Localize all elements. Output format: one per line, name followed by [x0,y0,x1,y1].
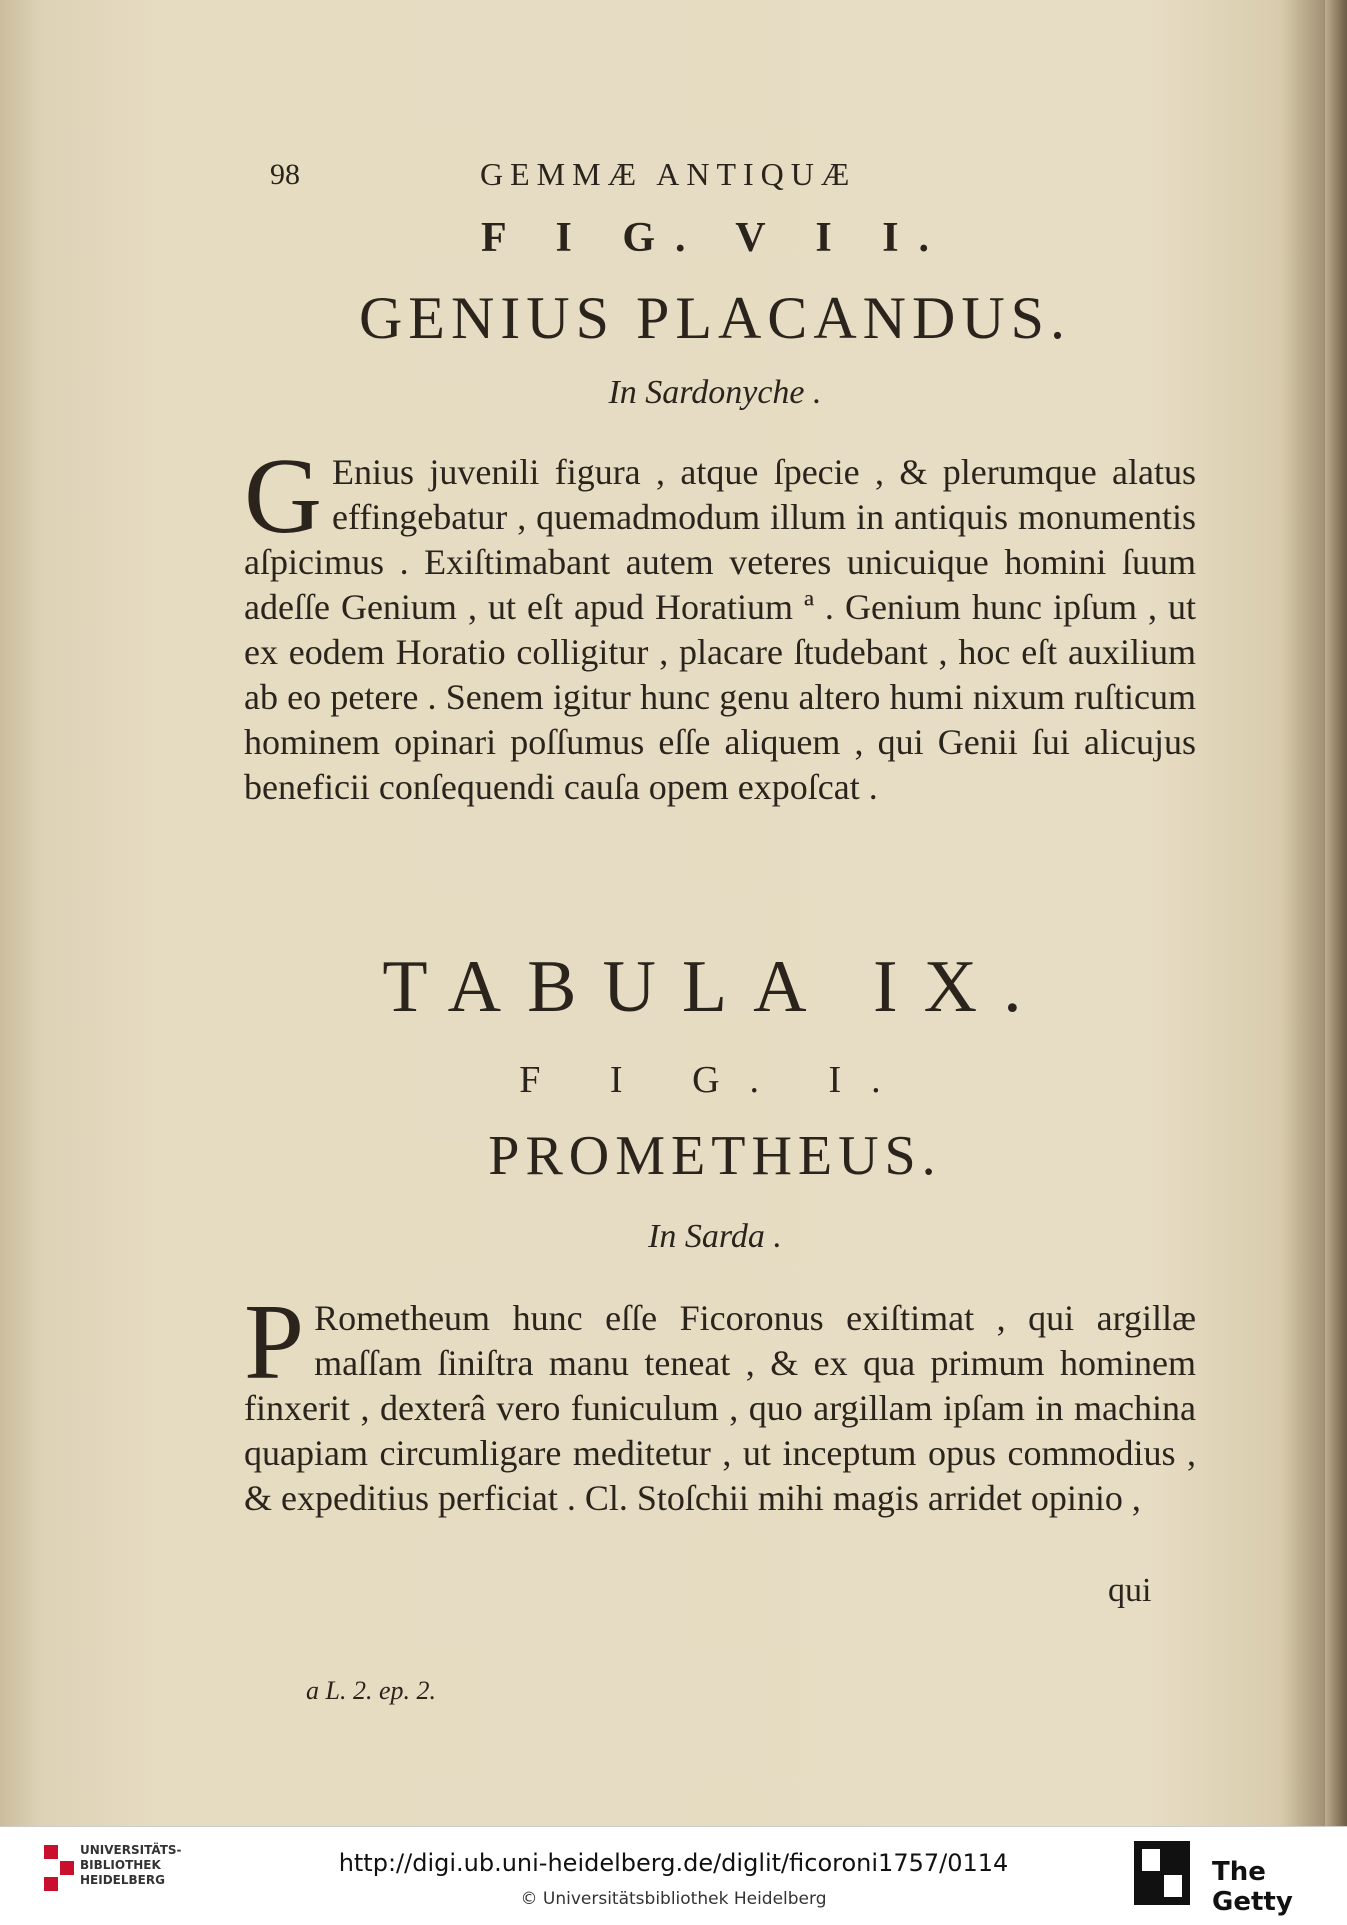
tabula-heading: TABULA IX. [382,946,1048,1028]
section-subtitle-2: In Sarda . [648,1218,782,1255]
library-line-3: HEIDELBERG [80,1873,165,1887]
paragraph-2-text: Rometheum hunc eſſe Ficoronus exiſtimat , qui argillæ maſſam ſiniſtra manu teneat , & ex qua primum hominem finxerit , dexterâ vero funiculum , quo argillam ipſam in machina quapiam circumligare meditetur , ut inceptum opus commodius , & expeditius perficiat . Cl. Stoſchii mihi magis arridet opinio , [244,1298,1196,1518]
library-line-1: UNIVERSITÄTS- [80,1843,182,1857]
page-number: 98 [270,158,300,191]
getty-logo-icon [1134,1841,1190,1905]
figure-label-2: F I G. I. [519,1059,911,1101]
paragraph-2 [244,1283,1196,1521]
running-head [270,150,1010,200]
getty-logo-cut [1164,1875,1182,1897]
running-title: GEMMÆ ANTIQUÆ [480,156,857,192]
section-title-1: GENIUS PLACANDUS. [358,285,1072,351]
footer-bar [0,1826,1347,1925]
drop-cap-1: G [244,437,322,556]
section-title-2: PROMETHEUS. [488,1125,942,1187]
getty-logo-cut [1142,1849,1160,1871]
copyright-notice: © Universitätsbibliothek Heidelberg [520,1889,827,1909]
footnote: a L. 2. ep. 2. [306,1676,436,1705]
paragraph-1 [244,437,1196,810]
paragraph-1-text: Enius juvenili figura , atque ſpecie , & plerumque alatus effingebatur , quemadmodum illum in antiquis monumentis aſpicimus . Exiſtimabant autem veteres unicuique homini ſuum adeſſe Genium , ut eſt apud Horatium ª . Genium hunc ipſum , ut ex eodem Horatio colligitur , placare ſtudebant , hoc eſt auxilium ab eo petere . Senem igitur hunc genu altero humi nixum ruſticum hominem opinari poſſumus eſſe aliquem , qui Genii ſui alicujus beneficii conſequendi cauſa opem expoſcat . [244,452,1196,807]
catchword: qui [1108,1572,1152,1609]
page-edge [1325,0,1347,1826]
figure-label-1: F I G. V I I. [480,215,950,261]
section-subtitle-1: In Sardonyche . [608,374,822,411]
getty-label: The Getty [1212,1857,1293,1917]
library-line-2: BIBLIOTHEK [80,1858,161,1872]
source-url-link[interactable]: http://digi.ub.uni-heidelberg.de/diglit/ficoroni1757/0114 [338,1849,1009,1877]
drop-cap-2: P [244,1283,305,1402]
